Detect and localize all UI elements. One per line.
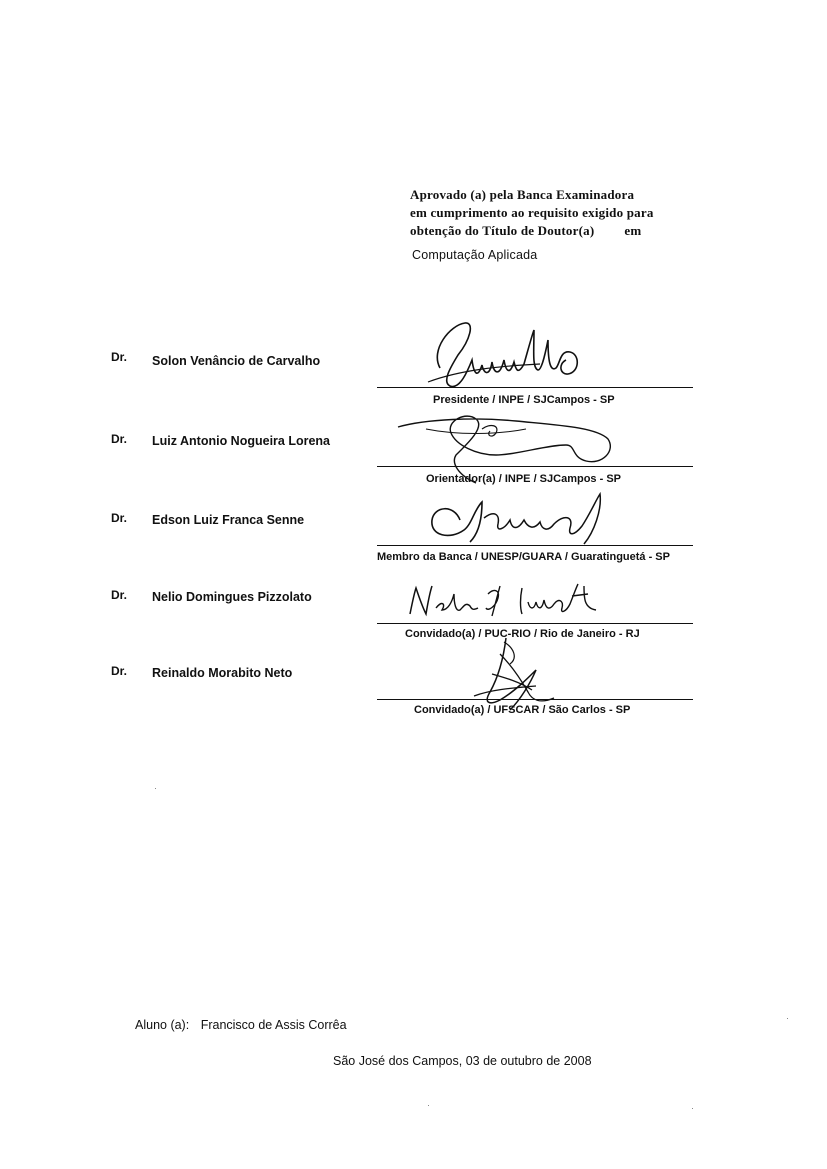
signature-line [377,699,693,700]
member-role: Convidado(a) / PUC-RIO / Rio de Janeiro - RJ [405,628,640,640]
member-role: Presidente / INPE / SJCampos - SP [433,394,615,406]
member-name: Solon Venâncio de Carvalho [152,354,321,368]
approval-line-1: Aprovado (a) pela Banca Examinadora [410,187,635,202]
member-name: Nelio Domingues Pizzolato [152,590,312,604]
signature-1-icon [420,320,600,390]
signature-line [377,545,693,546]
member-row-4 [0,560,827,640]
member-title: Dr. [111,350,128,364]
scan-speck [787,1018,788,1019]
member-role: Convidado(a) / UFSCAR / São Carlos - SP [414,704,631,716]
student-line [135,1018,347,1032]
approval-line-3-text: obtenção do Título de Doutor(a) [410,223,595,238]
place-date: São José dos Campos, 03 de outubro de 2008 [333,1054,592,1068]
signature-4-icon [408,580,608,620]
member-title: Dr. [111,432,128,446]
approval-line-2: em cumprimento ao requisito exigido para [410,205,654,220]
signature-line [377,387,693,388]
member-name: Luiz Antonio Nogueira Lorena [152,434,331,448]
approval-statement [410,186,680,264]
student-name: Francisco de Assis Corrêa [200,1018,347,1032]
scan-speck [428,1105,429,1106]
member-role: Membro da Banca / UNESP/GUARA / Guaratinguetá - SP [377,551,670,563]
approval-line-3-suffix: em [624,223,642,238]
scan-speck [155,788,156,789]
member-name: Reinaldo Morabito Neto [152,666,293,680]
member-row-5 [0,636,827,716]
approval-line-3 [410,222,680,240]
signature-line [377,466,693,467]
scan-speck [692,1108,693,1109]
signature-3-icon [424,490,614,550]
member-title: Dr. [111,511,128,525]
signature-line [377,623,693,624]
member-row-1 [0,320,827,406]
student-label: Aluno (a): [135,1018,190,1032]
member-role: Orientador(a) / INPE / SJCampos - SP [426,473,621,485]
member-row-3 [0,480,827,563]
member-name: Edson Luiz Franca Senne [152,513,305,527]
approval-area: Computação Aplicada [412,248,538,262]
member-title: Dr. [111,588,128,602]
member-row-2 [0,400,827,485]
member-title: Dr. [111,664,128,678]
